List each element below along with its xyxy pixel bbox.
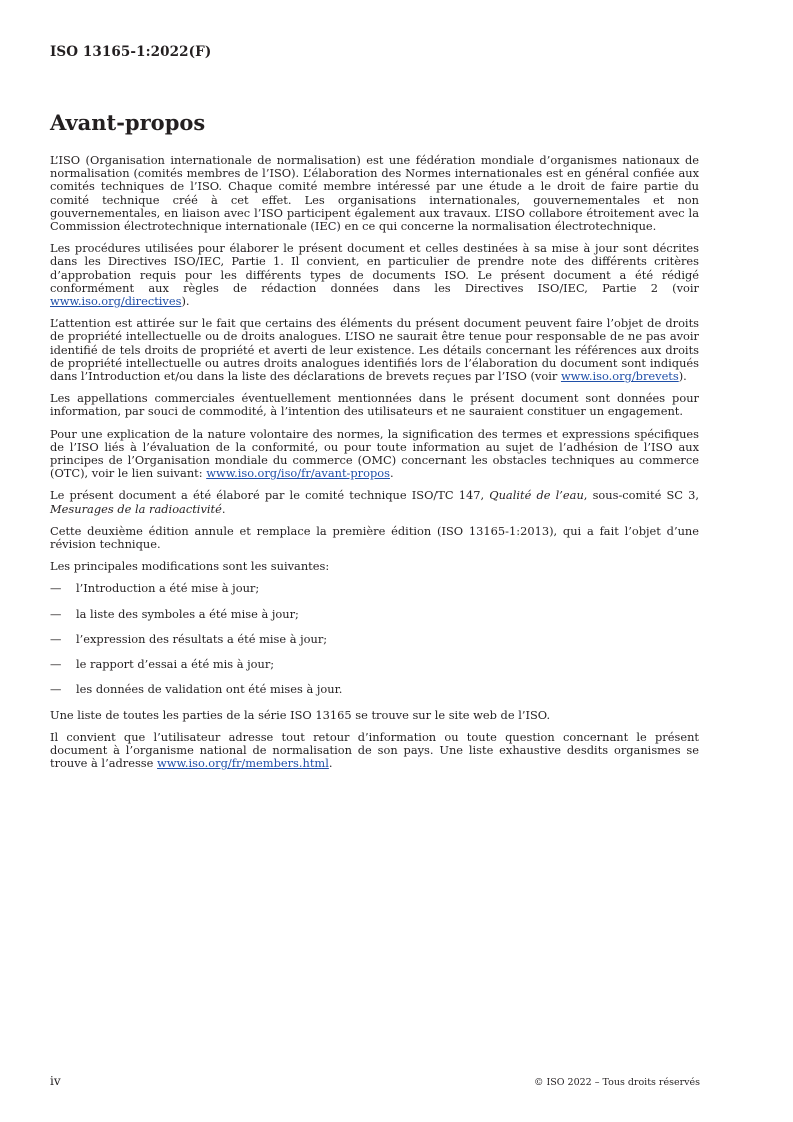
link-members[interactable]: www.iso.org/fr/members.html	[157, 756, 329, 771]
paragraph-trade-names-text: Les appellations commerciales éventuellement mentionnées dans le présent document sont données pour information, par souci de commodité, à l’intention des utilisateurs et ne sauraient constituer un engagement.	[50, 391, 699, 419]
paragraph-trade-names	[50, 392, 699, 418]
paragraph-committee	[50, 489, 699, 515]
paragraph-iso-intro	[50, 154, 699, 233]
paragraph-patents-end: ).	[678, 369, 687, 384]
committee-title: Qualité de l’eau	[489, 488, 584, 503]
list-item-text: l’expression des résultats a été mise à jour;	[76, 631, 328, 646]
list-item	[50, 633, 699, 646]
paragraph-iso-intro-text: L’ISO (Organisation internationale de normalisation) est une fédération mondiale d’organismes nationaux de normalisation (comités membres de l’ISO). L’élaboration des Normes internationales est en général confiée aux comités techniques de l’ISO. Chaque comité membre intéressé par une étude a le droit de faire partie du comité technique créé à cet effet. Les organisations internationales, gouvernementales et non gouvernementales, en liaison avec l’ISO participent également aux travaux. L’ISO collabore étroitement avec la Commission électrotechnique internationale (IEC) en ce qui concerne la normalisation électrotechnique.	[50, 153, 699, 234]
changes-list	[50, 582, 699, 696]
paragraph-voluntary-nature-end: .	[389, 466, 394, 481]
paragraph-voluntary-nature	[50, 428, 699, 481]
link-brevets[interactable]: www.iso.org/brevets	[560, 369, 679, 384]
page-number: iv	[50, 1074, 61, 1088]
paragraph-feedback-end: .	[328, 756, 333, 771]
paragraph-changes-intro-text: Les principales modifications sont les suivantes:	[50, 559, 330, 574]
dash-bullet: —	[50, 682, 62, 697]
dash-bullet: —	[50, 631, 62, 646]
dash-bullet: —	[50, 581, 62, 596]
paragraph-feedback	[50, 731, 699, 771]
list-item	[50, 608, 699, 621]
paragraph-committee-text: Le présent document a été élaboré par le comité technique ISO/TC 147,	[50, 488, 490, 503]
list-item-text: la liste des symboles a été mise à jour;	[76, 606, 299, 621]
link-avant-propos[interactable]: www.iso.org/iso/fr/avant-propos	[206, 466, 390, 481]
link-directives[interactable]: www.iso.org/directives	[50, 294, 182, 309]
list-item	[50, 658, 699, 671]
paragraph-patents	[50, 317, 699, 383]
paragraph-series-text: Une liste de toutes les parties de la série ISO 13165 se trouve sur le site web de l’ISO.	[50, 707, 551, 722]
list-item-text: le rapport d’essai a été mis à jour;	[76, 657, 275, 672]
list-item	[50, 683, 699, 696]
paragraph-changes-intro	[50, 560, 699, 573]
list-item-text: l’Introduction a été mise à jour;	[76, 581, 260, 596]
document-body	[50, 154, 699, 779]
list-item-text: les données de validation ont été mises à jour.	[76, 682, 343, 697]
paragraph-patents-text: L’attention est attirée sur le fait que certains des éléments du présent document peuvent faire l’objet de droits de propriété intellectuelle ou de droits analogues. L’ISO ne saurait être tenue pour responsable de ne pas avoir identifié de tels droits de propriété et averti de leur existence. Les détails concernant les références aux droits de propriété intellectuelle ou autres droits analogues identifiés lors de l’élaboration du document sont indiqués dans l’Introduction et/ou dans la liste des déclarations de brevets reçues par l’ISO (voir	[50, 316, 699, 384]
dash-bullet: —	[50, 657, 62, 672]
page-footer	[50, 1074, 700, 1088]
paragraph-procedures-end: ).	[181, 294, 190, 309]
paragraph-procedures-text: Les procédures utilisées pour élaborer le présent document et celles destinées à sa mise à jour sont décrites dans les Directives ISO/IEC, Partie 1. Il convient, en particulier de prendre note des différents critères d’approbation requis pour les différents types de documents ISO. Le présent document a été rédigé conformément aux règles de rédaction données dans les Directives ISO/IEC, Partie 2 (voir	[50, 241, 699, 295]
paragraph-feedback-text: Il convient que l’utilisateur adresse tout retour d’information ou toute question concernant le présent document à l’organisme national de normalisation de son pays. Une liste exhaustive desdits organismes se trouve à l’adresse	[50, 729, 699, 771]
paragraph-voluntary-nature-text: Pour une explication de la nature volontaire des normes, la signification des termes et expressions spécifiques de l’ISO liés à l’évaluation de la conformité, ou pour toute information au sujet de l’adhésion de l’ISO aux principes de l’Organisation mondiale du commerce (OMC) concernant les obstacles techniques au commerce (OTC), voir le lien suivant:	[50, 426, 699, 481]
paragraph-edition	[50, 525, 699, 551]
dash-bullet: —	[50, 606, 62, 621]
paragraph-committee-middle: , sous-comité SC 3,	[583, 488, 699, 503]
paragraph-series	[50, 709, 699, 722]
subcommittee-title: Mesurages de la radioactivité	[50, 501, 222, 516]
list-item	[50, 582, 699, 595]
copyright-notice: © ISO 2022 – Tous droits réservés	[533, 1077, 700, 1088]
page-title: Avant-propos	[50, 110, 206, 135]
paragraph-edition-text: Cette deuxième édition annule et remplace la première édition (ISO 13165-1:2013), qui a fait l’objet d’une révision technique.	[50, 523, 699, 552]
document-id: ISO 13165-1:2022(F)	[50, 44, 212, 60]
paragraph-procedures	[50, 242, 699, 308]
paragraph-committee-end: .	[221, 501, 226, 516]
